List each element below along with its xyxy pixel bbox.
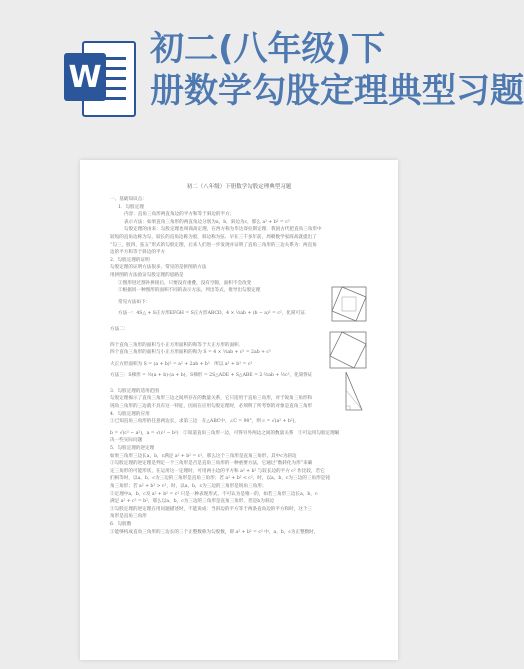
text-line: 边的平方和等于斜边的平方 [110,250,166,256]
subheading: 6．勾股数 [110,521,132,527]
text-line: ②根据同一种图形的面积不同的表示方法，列出等式，推导出勾股定理 [118,288,261,294]
text-line: 勾股定理的由来：勾股定理也叫商高定理，在西方称为毕达哥拉斯定理．我国古代把直角三角形中 [124,227,322,233]
text-line: 如果三角形三边长a，b，c满足 a² + b² = c²，那么这个三角形是直角三角形，其中c为斜边 [110,453,297,459]
title-line-2: 册数学勾股定理典型习题 [150,71,524,111]
text-line: 方法二： [110,326,129,332]
document-page [80,160,398,660]
section-heading: 一、基础知识点： [110,197,147,202]
text-line: ②定理中a，b，c及 a² + b² = c² 只是一种表现形式，不可认为是唯一的，如若三角形三边长a，b，c [110,491,318,497]
text-line: ①能够构成直角三角形的三边长的三个正整数称为勾股数，即 a² + b² = c² 中，a，b，c为正整数时， [110,529,319,535]
word-letter-badge: W [64,53,106,101]
formula-line: 大正方形面积为 S = (a + b)² = a² + 2ab + b² 所以 a² + b² = c² [110,361,253,367]
formula-line: 方法三：S梯形 = ½(a + b)·(a + b)，S梯形 = 2S△ADE + S△ABE = 2·½ab + ½c²，化简得证 [110,373,313,379]
text-line: 们相等时，以a，b，c为三边的三角形是直角三角形；若 a² + b² < c²，时，以a，b，c为三边的三角形是钝 [110,476,330,482]
text-line: 角形是直角三角形 [110,514,147,520]
header-banner [0,0,524,150]
text-line: 勾股定理揭示了直角三角形三边之间所存在的数量关系，它只适用于直角三角形，对于锐角三角形和 [110,396,313,402]
text-line: ③勾股定理的逆定理在用问题描述时，不能说成：当斜边的平方等于两条直角边的平方和时，这个三 [110,506,313,512]
text-line: 定三角形的可能形状，在运用这一定理时，可用两小边的平方和 a² + b² 与较长边的平方 c² 作比较，若它 [110,468,325,474]
page-title [150,28,524,112]
subheading: 1．勾股定理 [118,204,144,210]
proof-figure-trapezoid [336,370,366,414]
text-line: 决一些实际问题 [110,438,143,444]
title-line-1: 初二(八年级)下 [150,29,386,69]
formula-line: ①已知直角三角形的任意两边长，求第三边 在△ABC中，∠C = 90°，则 c = √(a² + b²)， [110,419,299,425]
text-line: 钝角三角形的三边就不具有这一特征，因而在应用勾股定理时，必须明了所考察的对象是直角三角形 [110,404,313,410]
formula-line: 四个直角三角形的面积与小正方形面积的和为 S = 4 × ½ab + c² = 2ab + c² [110,350,271,356]
text-line: “勾三，股四，弦五”形式的勾股定理，后来人们进一步发现并证明了直角三角形的三边关系为：两直角 [110,242,317,248]
text-line: 满足 a² + c² = b²，那么以a，b，c为三边的三角形是直角三角形，但是b为斜边 [110,499,275,505]
text-line: 常见方法如下： [118,299,151,305]
proof-figure-pinwheel [330,285,368,325]
subheading: 5．勾股定理的逆定理 [110,446,155,452]
formula-line: 方法一：4S△ + S正方形EFGH = S正方形ABCD，4 × ½ab + (b − a)² = c²，化简可证． [118,311,310,317]
text-line: 较短的直角边称为勾，较长的直角边称为股，斜边称为弦．早在三千多年前，周朝数学家商高就提出了 [110,234,317,240]
text-line: 表示方法：如果直角三角形的两直角边分别为a，b，斜边为c，那么 a² + b² = c² [124,219,290,225]
text-line: 四个直角三角形的面积与小正方形面积的和等于大正方形的面积． [110,342,244,348]
formula-line: b = √(c² − a²)，a = √(c² − b²) ②知道直角三角形一边，可得另外两边之间的数量关系 ③可运用勾股定理解 [110,430,340,436]
subheading: 2．勾股定理的证明 [110,257,150,263]
text-line: 用拼图的方法验证勾股定理的思路是 [110,272,184,278]
proof-figure-tilted-square [328,330,368,372]
text-line: 角三角形；若 a² + b² > c²，时，以a，b，c为三边的三角形是锐角三角形； [110,484,267,489]
text-line: 勾股定理的证明方法很多，常见的是拼图的方法 [110,265,207,271]
text-line: ①图形进过割补拼接后，只要没有重叠，没有空隙，面积不会改变 [118,280,252,286]
word-icon [64,35,134,119]
document-body [110,196,350,536]
text-line: ①勾股定理的逆定理是判定一个三角形是否是直角三角形的一种重要方法，它通过“数转化为形”来确 [110,461,313,467]
subheading: 4．勾股定理的应用 [110,411,150,417]
document-title: 初二（八年级）下册数学勾股定理典型习题 [186,184,292,190]
text-line: 内容：直角三角形两直角边的平方和等于斜边的平方； [124,212,235,218]
subheading: 3．勾股定理的适用范围 [110,388,159,394]
